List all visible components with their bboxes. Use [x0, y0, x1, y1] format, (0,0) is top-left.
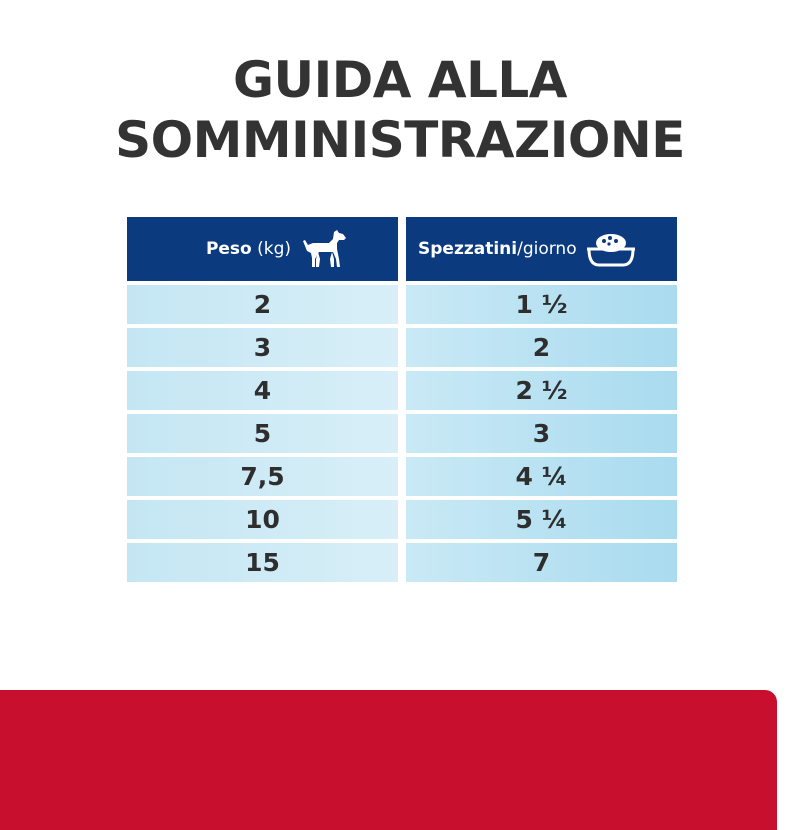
- header-weight-label: Peso (kg): [205, 239, 292, 259]
- weight-cell: 2: [127, 285, 398, 324]
- dog-icon: [301, 229, 349, 269]
- weight-cell: 5: [127, 414, 398, 453]
- title-line-1: GUIDA ALLA: [233, 51, 567, 109]
- header-portion: [406, 217, 677, 281]
- portion-cell: 2: [406, 328, 677, 367]
- table-row: [127, 457, 677, 496]
- brand-accent-band: [0, 690, 777, 830]
- portion-cell: 1 ½: [406, 285, 677, 324]
- weight-cell: 4: [127, 371, 398, 410]
- portion-cell: 7: [406, 543, 677, 582]
- portion-cell: 5 ¼: [406, 500, 677, 539]
- table-row: [127, 285, 677, 324]
- table-row: [127, 414, 677, 453]
- weight-cell: 15: [127, 543, 398, 582]
- portion-cell: 4 ¼: [406, 457, 677, 496]
- table-row: [127, 543, 677, 582]
- weight-cell: 10: [127, 500, 398, 539]
- table-header: [127, 217, 677, 281]
- weight-cell: 3: [127, 328, 398, 367]
- feeding-table: [127, 217, 677, 586]
- page-title: [0, 50, 800, 170]
- food-bowl-icon: [585, 229, 637, 269]
- table-row: [127, 328, 677, 367]
- weight-cell: 7,5: [127, 457, 398, 496]
- table-row: [127, 371, 677, 410]
- portion-cell: 2 ½: [406, 371, 677, 410]
- table-row: [127, 500, 677, 539]
- header-portion-label: Spezzatini/giorno: [418, 239, 577, 259]
- title-line-2: SOMMINISTRAZIONE: [115, 111, 685, 169]
- header-weight: [127, 217, 398, 281]
- portion-cell: 3: [406, 414, 677, 453]
